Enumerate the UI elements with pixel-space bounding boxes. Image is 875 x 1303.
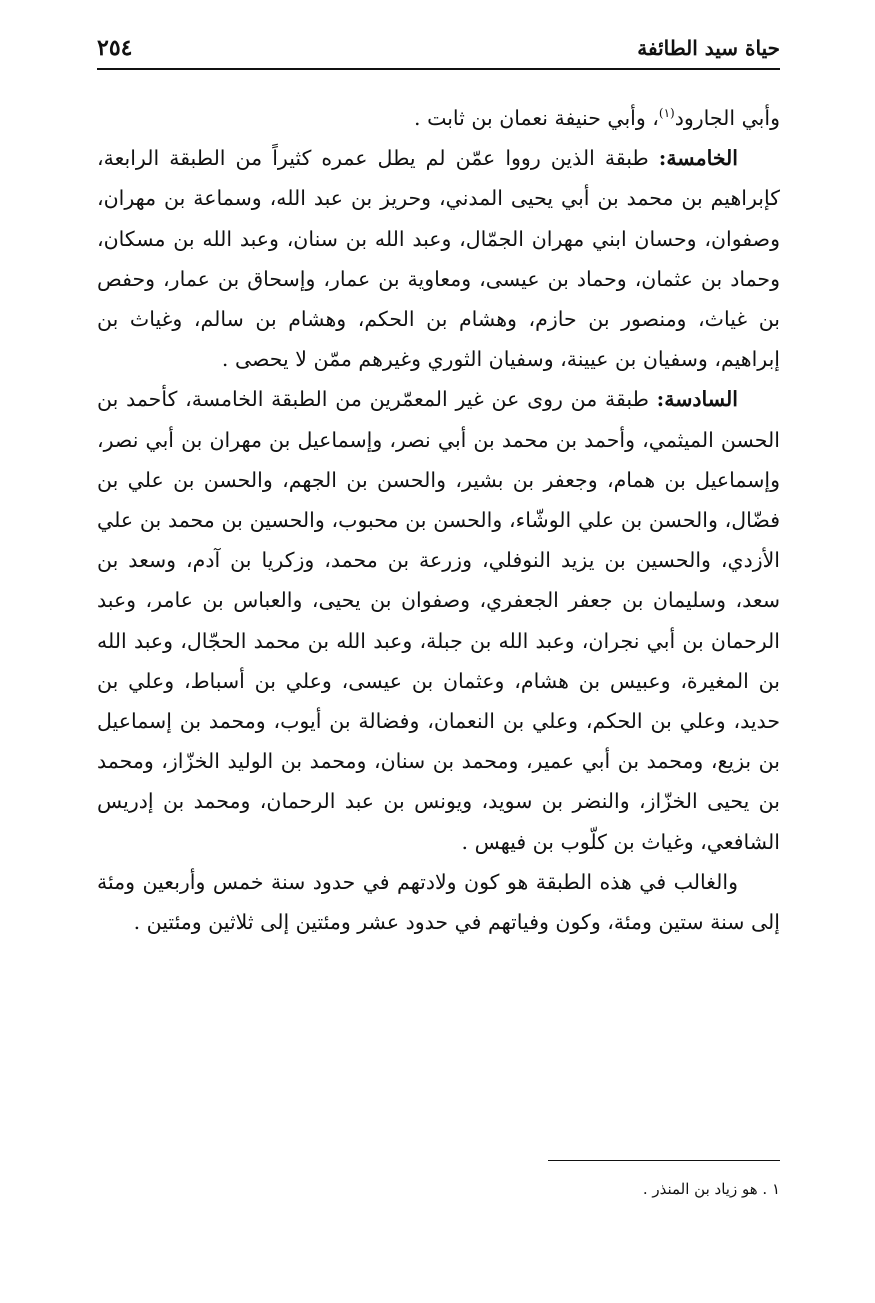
page-header bbox=[97, 30, 780, 66]
running-title: حياة سيد الطائفة bbox=[637, 36, 780, 60]
footnote: ١ . هو زياد بن المنذر . bbox=[642, 1180, 780, 1198]
paragraph-dates: والغالب في هذه الطبقة هو كون ولادتهم في حدود سنة خمس وأربعين ومئة إلى سنة ستين ومئة، وكون وفياتهم في حدود عشر ومئتين إلى ثلاثين ومئتين . bbox=[97, 869, 780, 935]
paragraph-sixth-tier: السادسة: طبقة من روى عن غير المعمّرين من الطبقة الخامسة، كأحمد بن الحسن الميثمي، وأحمد بن محمد بن أبي نصر، وإسماعيل بن مهران بن أبي نصر، وإسماعيل بن همام، وجعفر بن بشير، والحسن بن الجهم، والحسن بن علي بن فضّال، والحسن بن علي الوشّاء، والحسن بن محبوب، والحسين بن محمد بن علي الأزدي، والحسين بن يزيد النوفلي، وزرعة بن محمد، وزكريا بن آدم، وسعد بن سعد، وسليمان بن جعفر الجعفري، وصفوان بن يحيى، والعباس بن عامر، وعبد الرحمان بن أبي نجران، وعبد الله بن جبلة، وعبد الله بن محمد الحجّال، وعبد الله بن المغيرة، وعبيس بن هشام، وعثمان بن عيسى، وعلي بن أسباط، وعلي بن حديد، وعلي بن الحكم، وعلي بن النعمان، وفضالة بن أيوب، ومحمد بن إسماعيل بن بزيع، ومحمد بن أبي عمير، ومحمد بن سنان، ومحمد بن الوليد الخزّاز، ومحمد بن يحيى الخزّاز، والنضر بن سويد، ويونس بن عبد الرحمان، ومحمد بن إدريس الشافعي، وغياث بن كلّوب بن فيهس . bbox=[97, 387, 780, 854]
page-number: ٢٥٤ bbox=[97, 35, 133, 61]
footnote-rule bbox=[548, 1160, 780, 1161]
header-rule bbox=[97, 68, 780, 70]
page-body bbox=[97, 98, 780, 942]
paragraph-fifth-tier: الخامسة: طبقة الذين رووا عمّن لم يطل عمره كثيراً من الطبقة الرابعة، كإبراهيم بن محمد بن أبي يحيى المدني، وحريز بن عبد الله، وسماعة بن مهران، وصفوان، وحسان ابني مهران الجمّال، وعبد الله بن سنان، وعبد الله بن مسكان، وحماد بن عثمان، وحماد بن عيسى، ومعاوية بن عمار، وإسحاق بن عمار، وحفص بن غياث، ومنصور بن حازم، وهشام بن الحكم، وهشام بن سالم، وغياث بن إبراهيم، وسفيان بن عيينة، وسفيان الثوري وغيرهم ممّن لا يحصى . bbox=[97, 146, 780, 372]
term-fifth: الخامسة: bbox=[658, 146, 738, 171]
footnote-ref[interactable]: (١) bbox=[658, 106, 675, 121]
term-sixth: السادسة: bbox=[656, 387, 738, 412]
paragraph-intro: وأبي الجارود$^{(١)}$، وأبي حنيفة نعمان بن ثابت . bbox=[414, 106, 780, 130]
